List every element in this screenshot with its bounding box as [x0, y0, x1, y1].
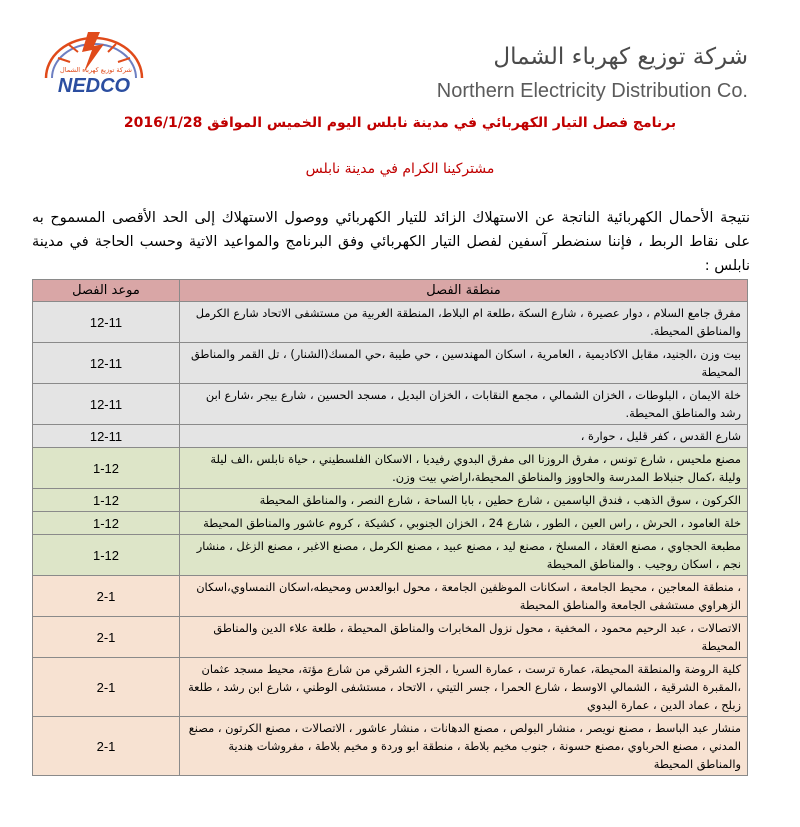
area-cell: الاتصالات ، عبد الرحيم محمود ، المخفية ، محول نزول المخابرات والمناطق المحيطة ، طلعة علاء الدين والمناطق المحيطة — [180, 617, 748, 658]
header — [0, 0, 800, 110]
table-row — [33, 302, 748, 343]
table-row — [33, 658, 748, 717]
header-area: منطقة الفصل — [180, 280, 748, 302]
area-cell: مطبعة الحجاوي ، مصنع العقاد ، المسلخ ، مصنع ليد ، مصنع عبيد ، مصنع الكرمل ، مصنع الاغبر ، مصنع الزغل ، منشار نجم ، اسكان روجيب . والمناطق المحيطة — [180, 535, 748, 576]
time-cell: 1-12 — [33, 535, 180, 576]
table-row — [33, 489, 748, 512]
page-subtitle: مشتركينا الكرام في مدينة نابلس — [305, 161, 495, 177]
company-name-english: Northern Electricity Distribution Co. — [436, 80, 748, 102]
table-row — [33, 535, 748, 576]
time-cell: 2-1 — [33, 717, 180, 776]
time-cell: 12-11 — [33, 343, 180, 384]
company-name-arabic: شركة توزيع كهرباء الشمال — [493, 44, 748, 70]
area-cell: ، منطقة المعاجين ، محيط الجامعة ، اسكانات الموظفين الجامعة ، محول ابوالعدس ومحيطه،اسكان النمساوي،اسكان الزهراوي مستشفى الجامعة والمناطق المحيطة — [180, 576, 748, 617]
time-cell: 2-1 — [33, 576, 180, 617]
table-row — [33, 343, 748, 384]
logo-text: NEDCO — [57, 75, 131, 97]
table-row — [33, 576, 748, 617]
time-cell: 1-12 — [33, 489, 180, 512]
area-cell: مصنع ملحيس ، شارع تونس ، مفرق الروزنا الى مفرق البدوي رفيديا ، الاسكان الفلسطيني ، حياة نابلس ،الف ليلة وليلة ،كمال جنبلاط المدرسة والحاووز والمناطق المحيطة،اراضي بيت وزن. — [180, 448, 748, 489]
header-time: موعد الفصل — [33, 280, 180, 302]
table-row — [33, 617, 748, 658]
area-cell: منشار عبد الباسط ، مصنع نويصر ، منشار البولص ، مصنع الدهانات ، منشار عاشور ، الاتصالات ، مصنع الكرتون ، مصنع المدني ، مصنع الحرباوي ،مصنع حسونة ، جنوب مخيم بلاطة ، منطقة ابو وردة و مخيم بلاطة ، مفروشات هندية والمناطق المحيطة — [180, 717, 748, 776]
time-cell: 12-11 — [33, 425, 180, 448]
area-cell: الكركون ، سوق الذهب ، فندق الياسمين ، شارع حطين ، بابا الساحة ، شارع النصر ، والمناطق المحيطة — [180, 489, 748, 512]
area-cell: خلة الايمان ، البلوطات ، الخزان الشمالي ، مجمع النقابات ، الخزان البديل ، مسجد الحسين ، شارع بيجر ،شارع ابن رشد والمناطق المحيطة. — [180, 384, 748, 425]
time-cell: 12-11 — [33, 384, 180, 425]
time-cell: 1-12 — [33, 512, 180, 535]
table-row — [33, 425, 748, 448]
page-title: برنامج فصل التيار الكهربائي في مدينة نابلس اليوم الخميس الموافق 2016/1/28 — [123, 115, 677, 131]
area-cell: بيت وزن ،الجنيد، مقابل الاكاديمية ، العامرية ، اسكان المهندسين ، حي طيبة ،حي المسك(الشنار) ، تل القمر والمناطق المحيطة — [180, 343, 748, 384]
area-cell: خلة العامود ، الحرش ، راس العين ، الطور ، شارع 24 ، الخزان الجنوبي ، كشيكة ، كروم عاشور والمناطق المحيطة — [180, 512, 748, 535]
time-cell: 12-11 — [33, 302, 180, 343]
table-row — [33, 717, 748, 776]
area-cell: كلية الروضة والمنطقة المحيطة، عمارة ترست ، عمارة السريا ، الجزء الشرقي من شارع مؤتة، محيط مسجد عثمان ،المقبرة الشرقية ، الشمالي الاوسط ، شارع الحمرا ، جسر التيتي ، الاتحاد ، مستشفى الوطني ، شارع ابن رشد ، طلعة زبلح ، عماد الدين ، عمارة البدوي — [180, 658, 748, 717]
nedco-logo — [38, 22, 150, 112]
table-row — [33, 512, 748, 535]
area-cell: شارع القدس ، كفر قليل ، حوارة ، — [180, 425, 748, 448]
table-row — [33, 448, 748, 489]
time-cell: 1-12 — [33, 448, 180, 489]
table-header-row — [33, 280, 748, 302]
area-cell: مفرق جامع السلام ، دوار عصيرة ، شارع السكة ،طلعة ام البلاط، المنطقة الغربية من مستشفى الاتحاد شارع الكرمل والمناطق المحيطة. — [180, 302, 748, 343]
table-row — [33, 384, 748, 425]
intro-paragraph: نتيجة الأحمال الكهربائية الناتجة عن الاستهلاك الزائد للتيار الكهربائي ووصول الاستهلاك إلى الحد الأقصى المسموح به على نقاط الربط ، فإننا سنضطر آسفين لفصل التيار الكهربائي وفق البرنامج والمواعيد الاتية وحسب الحاجة في مدينة نابلس : — [32, 210, 750, 274]
logo-caption: شركة توزيع كهرباء الشمال — [60, 66, 132, 74]
time-cell: 2-1 — [33, 658, 180, 717]
schedule-table — [32, 279, 748, 776]
time-cell: 2-1 — [33, 617, 180, 658]
